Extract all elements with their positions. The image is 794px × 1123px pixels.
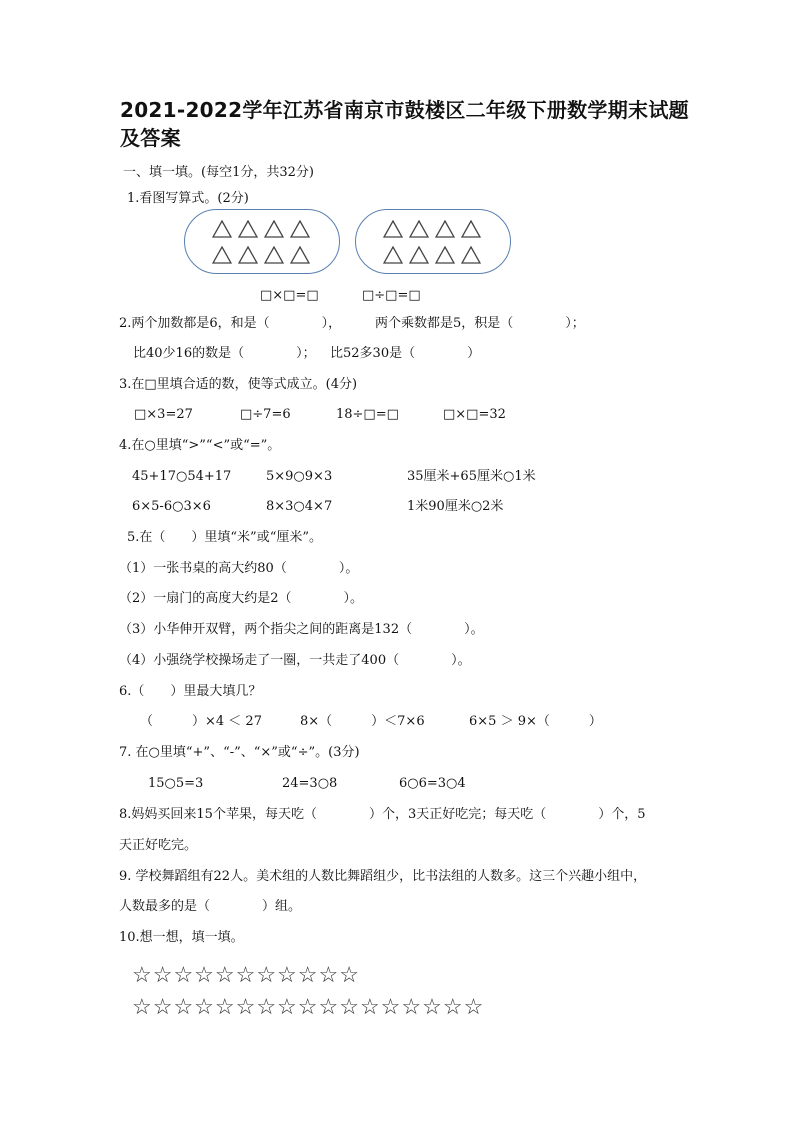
question-7-label: 7. 在○里填“+”、“-”、“×”或“÷”。(3分) [119,745,360,760]
question-8-line-1: 8.妈妈买回来15个苹果，每天吃（ ）个，3天正好吃完；每天吃（ ）个，5 [119,807,646,822]
triangle-outline-icon [287,244,313,266]
question-3-item[interactable]: □×3=27 [134,407,193,422]
star-row-1: ☆☆☆☆☆☆☆☆☆☆☆ [132,963,360,988]
question-2-part-a: 2.两个加数都是6，和是（ ）， [119,316,342,331]
triangle-outline-icon [380,218,406,240]
triangle-outline-icon [406,244,432,266]
triangle-outline-icon [287,218,313,240]
right-triangle-grid [380,218,484,266]
triangle-outline-icon [458,244,484,266]
triangle-outline-icon [458,218,484,240]
question-5-item[interactable]: （1）一张书桌的高大约80（ ）。 [119,561,359,576]
question-3-item[interactable]: □÷7=6 [240,407,291,422]
triangle-outline-icon [432,218,458,240]
question-4-item[interactable]: 45+17○54+17 [132,469,232,484]
question-9-line-1: 9. 学校舞蹈组有22人。美术组的人数比舞蹈组少，比书法组的人数多。这三个兴趣小组中， [119,869,647,884]
triangle-outline-icon [432,244,458,266]
left-triangle-grid [209,218,313,266]
page-title: 2021-2022学年江苏省南京市鼓楼区二年级下册数学期末试题及答案 [120,98,689,150]
question-4-item[interactable]: 35厘米+65厘米○1米 [407,469,536,484]
question-4-label: 4.在○里填“>”“<”或“=”。 [119,438,281,453]
question-4-item[interactable]: 5×9○9×3 [266,469,333,484]
question-8-line-2: 天正好吃完。 [119,838,198,853]
question-3-item[interactable]: 18÷□=□ [336,407,399,422]
question-6-item[interactable]: 6×5 ＞ 9×（ ） [469,714,602,729]
question-4-item[interactable]: 1米90厘米○2米 [407,499,504,514]
question-10-label: 10.想一想，填一填。 [119,930,244,945]
question-2-part-d: 比52多30是（ ） [330,346,481,361]
question-7-item[interactable]: 15○5=3 [148,776,204,791]
question-5-item[interactable]: （4）小强绕学校操场走了一圈，一共走了400（ ）。 [119,653,471,668]
triangle-outline-icon [209,218,235,240]
question-4-item[interactable]: 6×5-6○3×6 [132,499,211,514]
question-7-item[interactable]: 6○6=3○4 [399,776,466,791]
triangle-outline-icon [380,244,406,266]
triangle-outline-icon [235,218,261,240]
question-2-part-c: 比40少16的数是（ ）； [133,346,316,361]
triangle-outline-icon [209,244,235,266]
question-3-item[interactable]: □×□=32 [443,407,506,422]
question-6-item[interactable]: （ ）×4 ＜ 27 [140,714,262,729]
section-heading: 一、填一填。(每空1分，共32分) [123,165,314,180]
star-row-2: ☆☆☆☆☆☆☆☆☆☆☆☆☆☆☆☆☆ [132,995,485,1020]
question-2-part-b: 两个乘数都是5，积是（ ）； [375,316,585,331]
question-6-item[interactable]: 8×（ ）＜7×6 [300,714,425,729]
question-9-line-2: 人数最多的是（ ）组。 [119,899,302,914]
question-1-division-blank[interactable]: □÷□=□ [362,288,421,303]
triangle-outline-icon [261,244,287,266]
question-5-item[interactable]: （3）小华伸开双臂，两个指尖之间的距离是132（ ）。 [119,622,484,637]
question-1-label: 1.看图写算式。(2分) [127,191,249,206]
triangle-outline-icon [406,218,432,240]
question-5-label: 5.在（ ）里填“米”或“厘米”。 [127,530,322,545]
question-6-label: 6.（ ）里最大填几？ [119,684,262,699]
question-4-item[interactable]: 8×3○4×7 [266,499,333,514]
triangle-outline-icon [261,218,287,240]
question-5-item[interactable]: （2）一扇门的高度大约是2（ ）。 [119,591,364,606]
question-3-label: 3.在□里填合适的数，使等式成立。(4分) [119,377,358,392]
triangle-outline-icon [235,244,261,266]
question-1-multiplication-blank[interactable]: □×□=□ [260,288,319,303]
right-triangle-group [355,209,511,274]
left-triangle-group [184,209,340,274]
question-7-item[interactable]: 24=3○8 [282,776,338,791]
